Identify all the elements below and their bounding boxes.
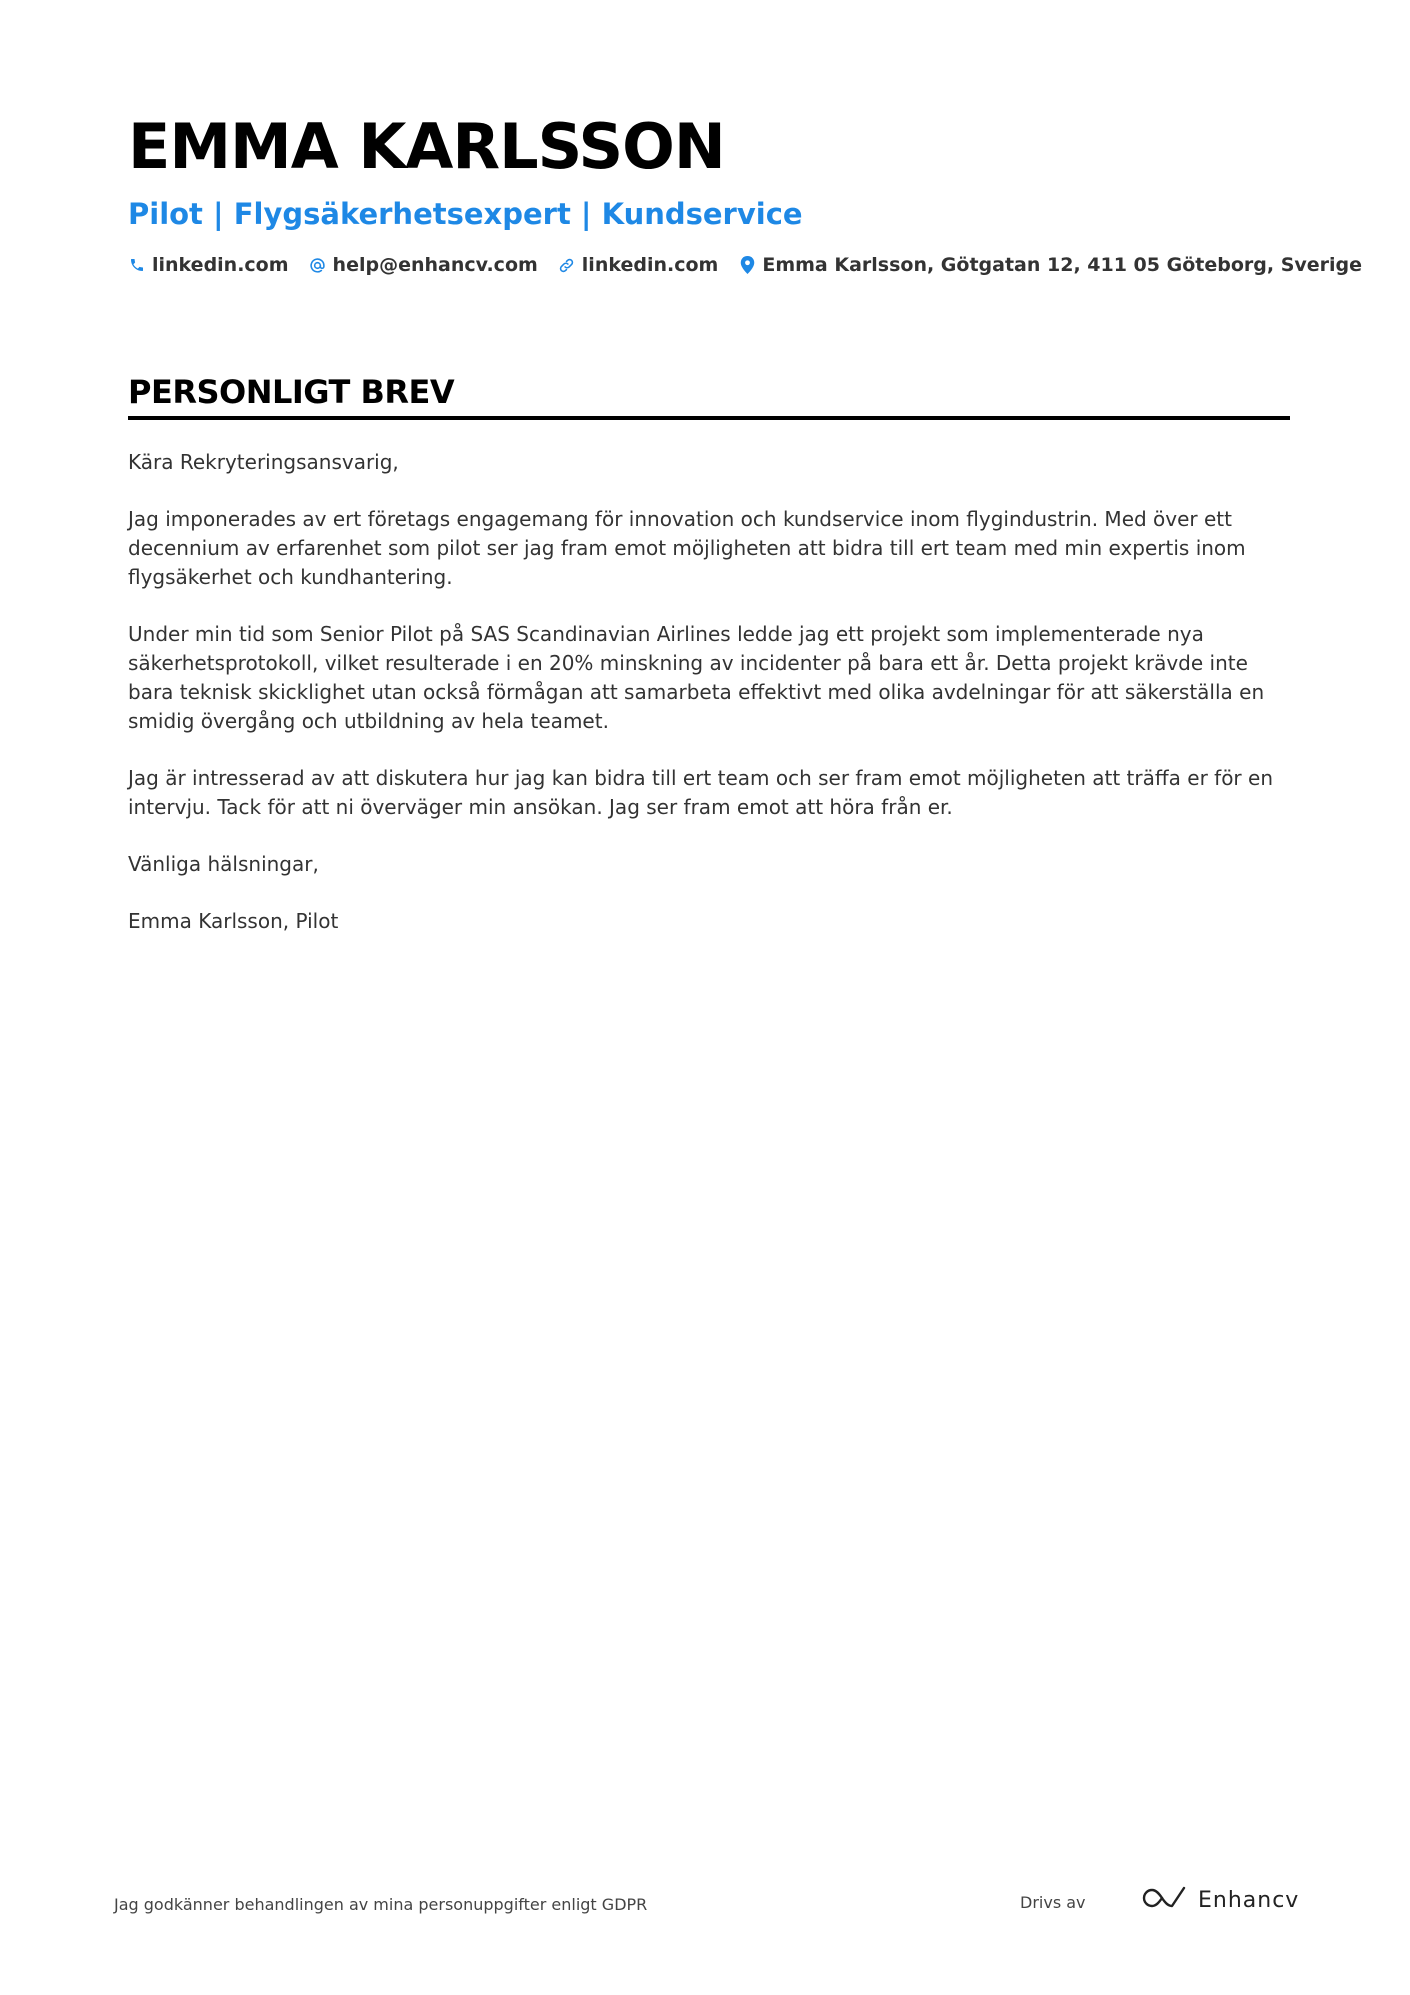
letter-paragraph: Jag imponerades av ert företags engagemang för innovation och kundservice inom flygindustrin. Med över ett decennium av erfarenhet som pilot ser jag fram emot möjligheten att bidra till ert team med min expertis inom flygsäkerhet och kundhantering. — [128, 507, 1246, 589]
contact-address-text: Emma Karlsson, Götgatan 12, 411 05 Göteborg, Sverige — [762, 254, 1363, 276]
contact-phone-text: linkedin.com — [152, 254, 289, 276]
letter-closing: Vänliga hälsningar, — [128, 852, 319, 876]
brand-name: Enhancv — [1198, 1887, 1300, 1913]
applicant-name: EMMA KARLSSON — [128, 110, 725, 183]
powered-by-label: Drivs av — [1020, 1893, 1086, 1912]
letter-signature: Emma Karlsson, Pilot — [128, 909, 339, 933]
section-title: PERSONLIGT BREV — [128, 373, 455, 411]
section-divider — [128, 416, 1290, 420]
link-icon — [558, 256, 576, 274]
contact-email[interactable] — [309, 254, 538, 276]
contact-linkedin-text: linkedin.com — [581, 254, 719, 276]
page-footer — [114, 1887, 1300, 1933]
phone-icon — [128, 256, 146, 274]
brand-logo[interactable] — [1140, 1885, 1299, 1915]
contact-linkedin[interactable] — [558, 254, 719, 276]
location-pin-icon — [738, 256, 756, 274]
gdpr-consent-text: Jag godkänner behandlingen av mina personuppgifter enligt GDPR — [114, 1895, 648, 1914]
enhancv-logo-icon — [1140, 1885, 1188, 1915]
letter-greeting: Kära Rekryteringsansvarig, — [128, 450, 399, 474]
contact-phone[interactable] — [128, 254, 289, 276]
letter-paragraph: Under min tid som Senior Pilot på SAS Scandinavian Airlines ledde jag ett projekt som implementerade nya säkerhetsprotokoll, vilket resulterade i en 20% minskning av incidenter på bara ett år. Detta projekt krävde inte bara teknisk skicklighet utan också förmågan att samarbeta effektivt med olika avdelningar för att säkerställa en smidig övergång och utbildning av hela teamet. — [128, 622, 1265, 733]
contact-email-text: help@enhancv.com — [332, 254, 538, 276]
contact-address — [738, 254, 1362, 276]
cover-letter-page — [128, 110, 1363, 964]
letter-body — [128, 448, 1290, 936]
letter-paragraph: Jag är intresserad av att diskutera hur jag kan bidra till ert team och ser fram emot möjligheten att träffa er för en intervju. Tack för att ni överväger min ansökan. Jag ser fram emot att höra från er. — [128, 766, 1273, 819]
contact-bar — [128, 254, 1363, 276]
applicant-headline: Pilot | Flygsäkerhetsexpert | Kundservice — [128, 197, 803, 231]
at-icon — [309, 256, 327, 274]
